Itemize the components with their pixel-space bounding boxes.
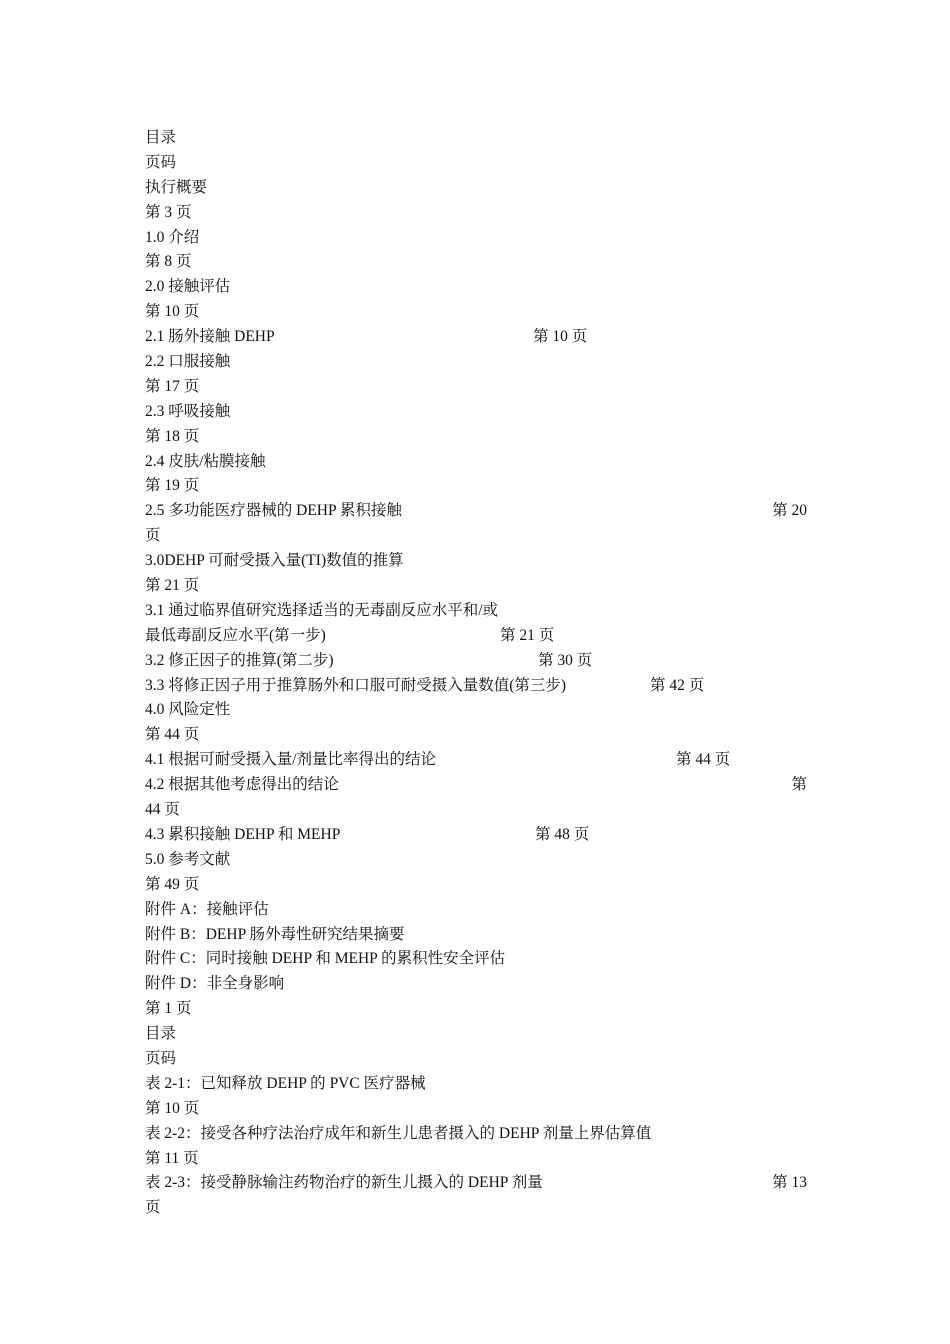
toc-entry-2-4: 2.4 皮肤/粘膜接触 — [145, 452, 266, 470]
tables-toc-page-2-3: 第 13 — [772, 1174, 807, 1192]
page-footer: 第 1 页 — [145, 1000, 192, 1018]
tables-toc-page-2-1: 第 10 页 — [145, 1099, 200, 1117]
toc-entry-4-3-title: 4.3 累积接触 DEHP 和 MEHP — [145, 825, 341, 843]
tables-toc-entry-2-1: 表 2-1：已知释放 DEHP 的 PVC 医疗器械 — [145, 1074, 426, 1092]
toc-entry-3-0: 3.0DEHP 可耐受摄入量(TI)数值的推算 — [145, 552, 404, 570]
toc-entry-3-2-title: 3.2 修正因子的推算(第二步) — [145, 651, 334, 669]
toc-page-1-0: 第 8 页 — [145, 253, 192, 271]
toc-page-2-0: 第 10 页 — [145, 303, 200, 321]
toc-entry-3-3-title: 3.3 将修正因子用于推算肠外和口服可耐受摄入量数值(第三步) — [145, 676, 567, 694]
document-body — [145, 126, 807, 1221]
toc-page-5-0: 第 49 页 — [145, 875, 200, 893]
toc-page-4-2-cont: 44 页 — [145, 801, 180, 819]
toc-page-4-1: 第 44 页 — [676, 751, 731, 769]
tables-toc-page-2-3-cont: 页 — [145, 1199, 161, 1217]
toc-page-3-3: 第 42 页 — [650, 676, 705, 694]
toc-appendix-b: 附件 B：DEHP 肠外毒性研究结果摘要 — [145, 925, 405, 943]
toc-page-2-5-cont: 页 — [145, 527, 161, 545]
toc-entry-2-3: 2.3 呼吸接触 — [145, 402, 231, 420]
toc-entry-4-2-title: 4.2 根据其他考虑得出的结论 — [145, 776, 339, 794]
toc-page-4-0: 第 44 页 — [145, 726, 200, 744]
toc-page-label: 页码 — [145, 153, 177, 171]
toc-entry-4-1-title: 4.1 根据可耐受摄入量/剂量比率得出的结论 — [145, 751, 437, 769]
toc-entry-executive-summary: 执行概要 — [145, 178, 208, 196]
toc-entry-3-3 — [145, 674, 807, 699]
toc-page-4-3: 第 48 页 — [535, 825, 590, 843]
toc-entry-1-0: 1.0 介绍 — [145, 228, 200, 246]
tables-toc-page-2-2: 第 11 页 — [145, 1149, 199, 1167]
toc-page-3-1: 第 21 页 — [500, 626, 555, 644]
toc-entry-3-2 — [145, 649, 807, 674]
toc-page-2-4: 第 19 页 — [145, 477, 200, 495]
toc-page-4-2: 第 — [791, 776, 807, 794]
toc-entry-3-1-cont — [145, 624, 807, 649]
toc-page-2-3: 第 18 页 — [145, 427, 200, 445]
toc-entry-4-2 — [145, 773, 807, 798]
toc-entry-3-1-title-cont: 最低毒副反应水平(第一步) — [145, 626, 326, 644]
tables-toc-title: 目录 — [145, 1025, 177, 1043]
toc-entry-2-1 — [145, 325, 807, 350]
toc-appendix-c: 附件 C：同时接触 DEHP 和 MEHP 的累积性安全评估 — [145, 950, 506, 968]
toc-appendix-a: 附件 A：接触评估 — [145, 900, 269, 918]
toc-entry-4-1 — [145, 748, 807, 773]
tables-toc-entry-2-2: 表 2-2：接受各种疗法治疗成年和新生儿患者摄入的 DEHP 剂量上界估算值 — [145, 1124, 652, 1142]
toc-entry-2-5-title: 2.5 多功能医疗器械的 DEHP 累积接触 — [145, 502, 402, 520]
toc-page-2-2: 第 17 页 — [145, 377, 200, 395]
tables-toc-entry-2-3-title: 表 2-3：接受静脉输注药物治疗的新生儿摄入的 DEHP 剂量 — [145, 1174, 543, 1192]
toc-page-3-0: 第 21 页 — [145, 577, 200, 595]
toc-entry-4-3 — [145, 823, 807, 848]
toc-entry-5-0: 5.0 参考文献 — [145, 850, 231, 868]
toc-entry-4-0: 4.0 风险定性 — [145, 701, 231, 719]
toc-title: 目录 — [145, 129, 177, 146]
toc-page-executive-summary: 第 3 页 — [145, 203, 192, 221]
tables-toc-entry-2-3 — [145, 1171, 807, 1196]
toc-entry-3-1: 3.1 通过临界值研究选择适当的无毒副反应水平和/或 — [145, 601, 499, 619]
tables-toc-page-label: 页码 — [145, 1049, 177, 1067]
toc-page-2-5: 第 20 — [772, 502, 807, 520]
toc-page-3-2: 第 30 页 — [538, 651, 593, 669]
toc-entry-2-1-title: 2.1 肠外接触 DEHP — [145, 328, 275, 346]
toc-appendix-d: 附件 D：非全身影响 — [145, 975, 285, 993]
toc-entry-2-0: 2.0 接触评估 — [145, 278, 231, 296]
toc-entry-2-5 — [145, 499, 807, 524]
toc-page-2-1: 第 10 页 — [533, 328, 588, 346]
toc-entry-2-2: 2.2 口服接触 — [145, 353, 231, 371]
